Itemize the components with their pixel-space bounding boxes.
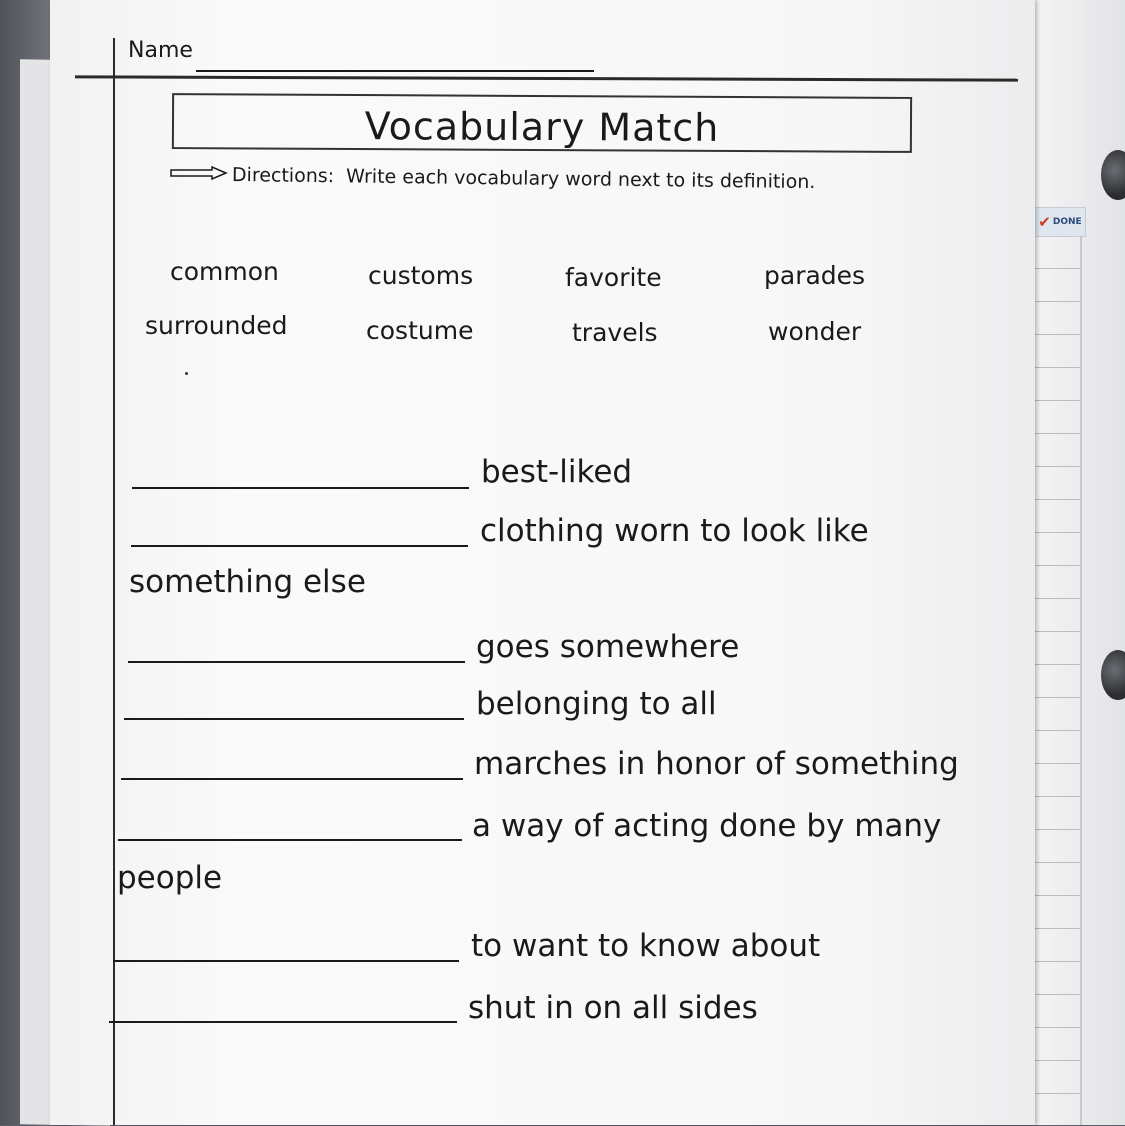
definition-continuation: something else bbox=[129, 564, 366, 600]
definition-text: clothing worn to look like bbox=[480, 513, 869, 549]
checkmark-icon: ✔ bbox=[1038, 213, 1051, 231]
definition-text: belonging to all bbox=[476, 686, 717, 722]
worksheet-title: Vocabulary Match bbox=[364, 104, 720, 150]
directions-label: Directions: bbox=[231, 164, 335, 188]
word-bank-item: customs bbox=[368, 261, 474, 290]
word-bank-item: wonder bbox=[768, 317, 862, 346]
word-bank-item: costume bbox=[366, 316, 474, 345]
done-tab bbox=[1034, 207, 1086, 237]
answer-blank[interactable] bbox=[124, 718, 464, 720]
definition-text: best-liked bbox=[481, 454, 633, 490]
directions-text: Write each vocabulary word next to its definition. bbox=[345, 165, 816, 194]
name-blank[interactable] bbox=[196, 70, 594, 72]
stray-mark bbox=[185, 372, 188, 375]
word-bank-item: common bbox=[170, 257, 279, 286]
word-bank-item: favorite bbox=[565, 263, 662, 292]
definition-text: a way of acting done by many bbox=[472, 808, 942, 844]
definition-text: shut in on all sides bbox=[468, 990, 758, 1026]
answer-blank[interactable] bbox=[131, 545, 468, 547]
word-bank-item: surrounded bbox=[145, 311, 288, 340]
definition-text: marches in honor of something bbox=[474, 746, 959, 782]
arrow-icon bbox=[170, 166, 228, 180]
word-bank-item: parades bbox=[764, 261, 866, 290]
definition-continuation: people bbox=[117, 860, 223, 896]
title-box bbox=[172, 93, 912, 153]
answer-blank[interactable] bbox=[121, 778, 463, 780]
answer-blank[interactable] bbox=[113, 960, 459, 962]
word-bank-item: travels bbox=[572, 318, 658, 347]
definition-text: to want to know about bbox=[471, 928, 821, 964]
ruled-edge bbox=[1034, 236, 1082, 1125]
answer-blank[interactable] bbox=[109, 1021, 457, 1023]
answer-blank[interactable] bbox=[128, 661, 465, 663]
answer-blank[interactable] bbox=[132, 487, 469, 489]
name-label: Name bbox=[128, 38, 193, 63]
answer-blank[interactable] bbox=[118, 839, 462, 841]
done-tab-label: DONE bbox=[1052, 217, 1082, 227]
definition-text: goes somewhere bbox=[476, 629, 740, 665]
